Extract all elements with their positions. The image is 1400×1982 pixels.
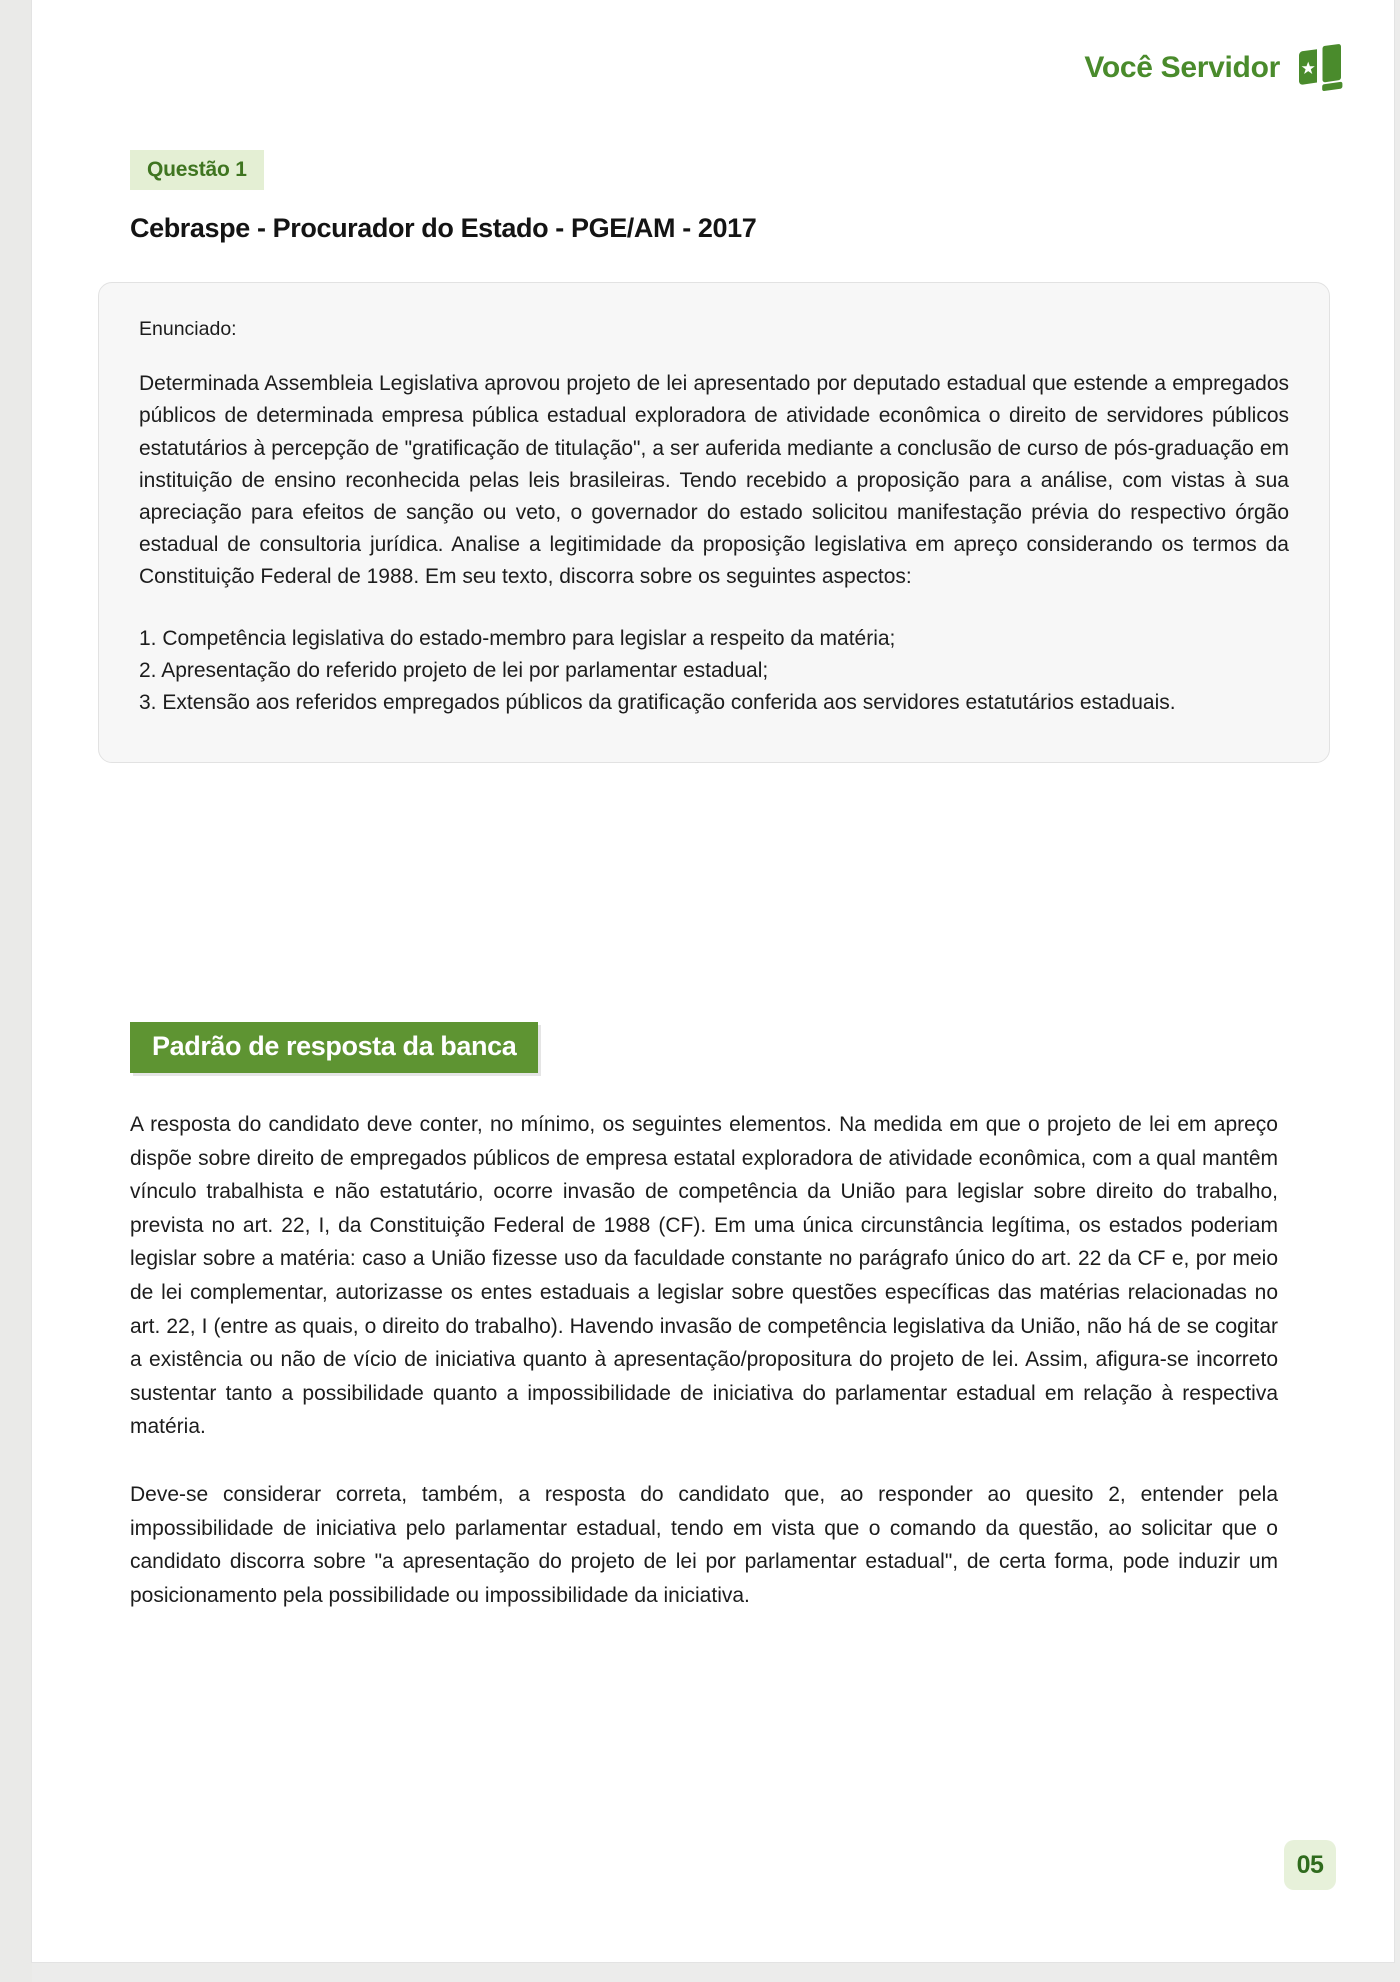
statement-item-2: 2. Apresentação do referido projeto de lei por parlamentar estadual; — [139, 659, 769, 683]
answer-paragraph-1: A resposta do candidato deve conter, no mínimo, os seguintes elementos. Na medida em que o projeto de lei em apreço dispõe sobre direito de empregados públicos de empresa estatal exploradora de atividade econômica, com a qual mantêm vínculo trabalhista e não estatutário, ocorre invasão de competência da União para legislar sobre direito do trabalho, prevista no art. 22, I, da Constituição Federal de 1988 (CF). Em uma única circunstância legítima, os estados poderiam legislar sobre a matéria: caso a União fizesse uso da faculdade constante no parágrafo único do art. 22 da CF e, por meio de lei complementar, autorizasse os entes estaduais a legislar sobre questões específicas das matérias relacionadas no art. 22, I (entre as quais, o direito do trabalho). Havendo invasão de competência legislativa da União, não há de se cogitar a existência ou não de vício de iniciativa quanto à apresentação/propositura do projeto de lei. Assim, afigura-se incorreto sustentar tanto a possibilidade quanto a impossibilidade de iniciativa do parlamentar estadual em relação à respectiva matéria. — [130, 1113, 1278, 1439]
document-page — [32, 0, 1394, 1962]
answer-section-banner: Padrão de resposta da banca — [130, 1022, 538, 1073]
question-title: Cebraspe - Procurador do Estado - PGE/AM - 2017 — [130, 213, 757, 243]
answer-body — [130, 1108, 1278, 1612]
statement-item-3: 3. Extensão aos referidos empregados públicos da gratificação conferida aos servidores estatutários estaduais. — [139, 691, 1176, 715]
statement-item-1: 1. Competência legislativa do estado-membro para legislar a respeito da matéria; — [139, 627, 896, 651]
question-badge: Questão 1 — [130, 150, 264, 190]
statement-body: Determinada Assembleia Legislativa aprovou projeto de lei apresentado por deputado estadual que estende a empregados públicos de determinada empresa pública estadual exploradora de atividade econômica o direito de servidores públicos estatutários à percepção de "gratificação de titulação", a ser auferida mediante a conclusão de curso de pós-graduação em instituição de ensino reconhecida pelas leis brasileiras. Tendo recebido a proposição para a análise, com vistas à sua apreciação para efeitos de sanção ou veto, o governador do estado solicitou manifestação prévia do respectivo órgão estadual de consultoria jurídica. Analise a legitimidade da proposição legislativa em apreço considerando os termos da Constituição Federal de 1988. Em seu texto, discorra sobre os seguintes aspectos: — [139, 372, 1289, 589]
page-number-badge: 05 — [1284, 1840, 1336, 1890]
statement-label: Enunciado: — [139, 318, 237, 340]
statement-item-list — [139, 623, 1289, 719]
book-star-icon — [1294, 42, 1346, 94]
page-gutter-left — [0, 0, 32, 1982]
brand-name: Você Servidor — [1084, 51, 1280, 84]
statement-box — [98, 282, 1330, 763]
brand-logo — [1084, 42, 1346, 94]
answer-paragraph-2: Deve-se considerar correta, também, a resposta do candidato que, ao responder ao quesito 2, entender pela impossibilidade de iniciativa pelo parlamentar estadual, tendo em vista que o comando da questão, ao solicitar que o candidato discorra sobre "a apresentação do projeto de lei por parlamentar estadual", de certa forma, pode induzir um posicionamento pela possibilidade ou impossibilidade da iniciativa. — [130, 1482, 1278, 1607]
